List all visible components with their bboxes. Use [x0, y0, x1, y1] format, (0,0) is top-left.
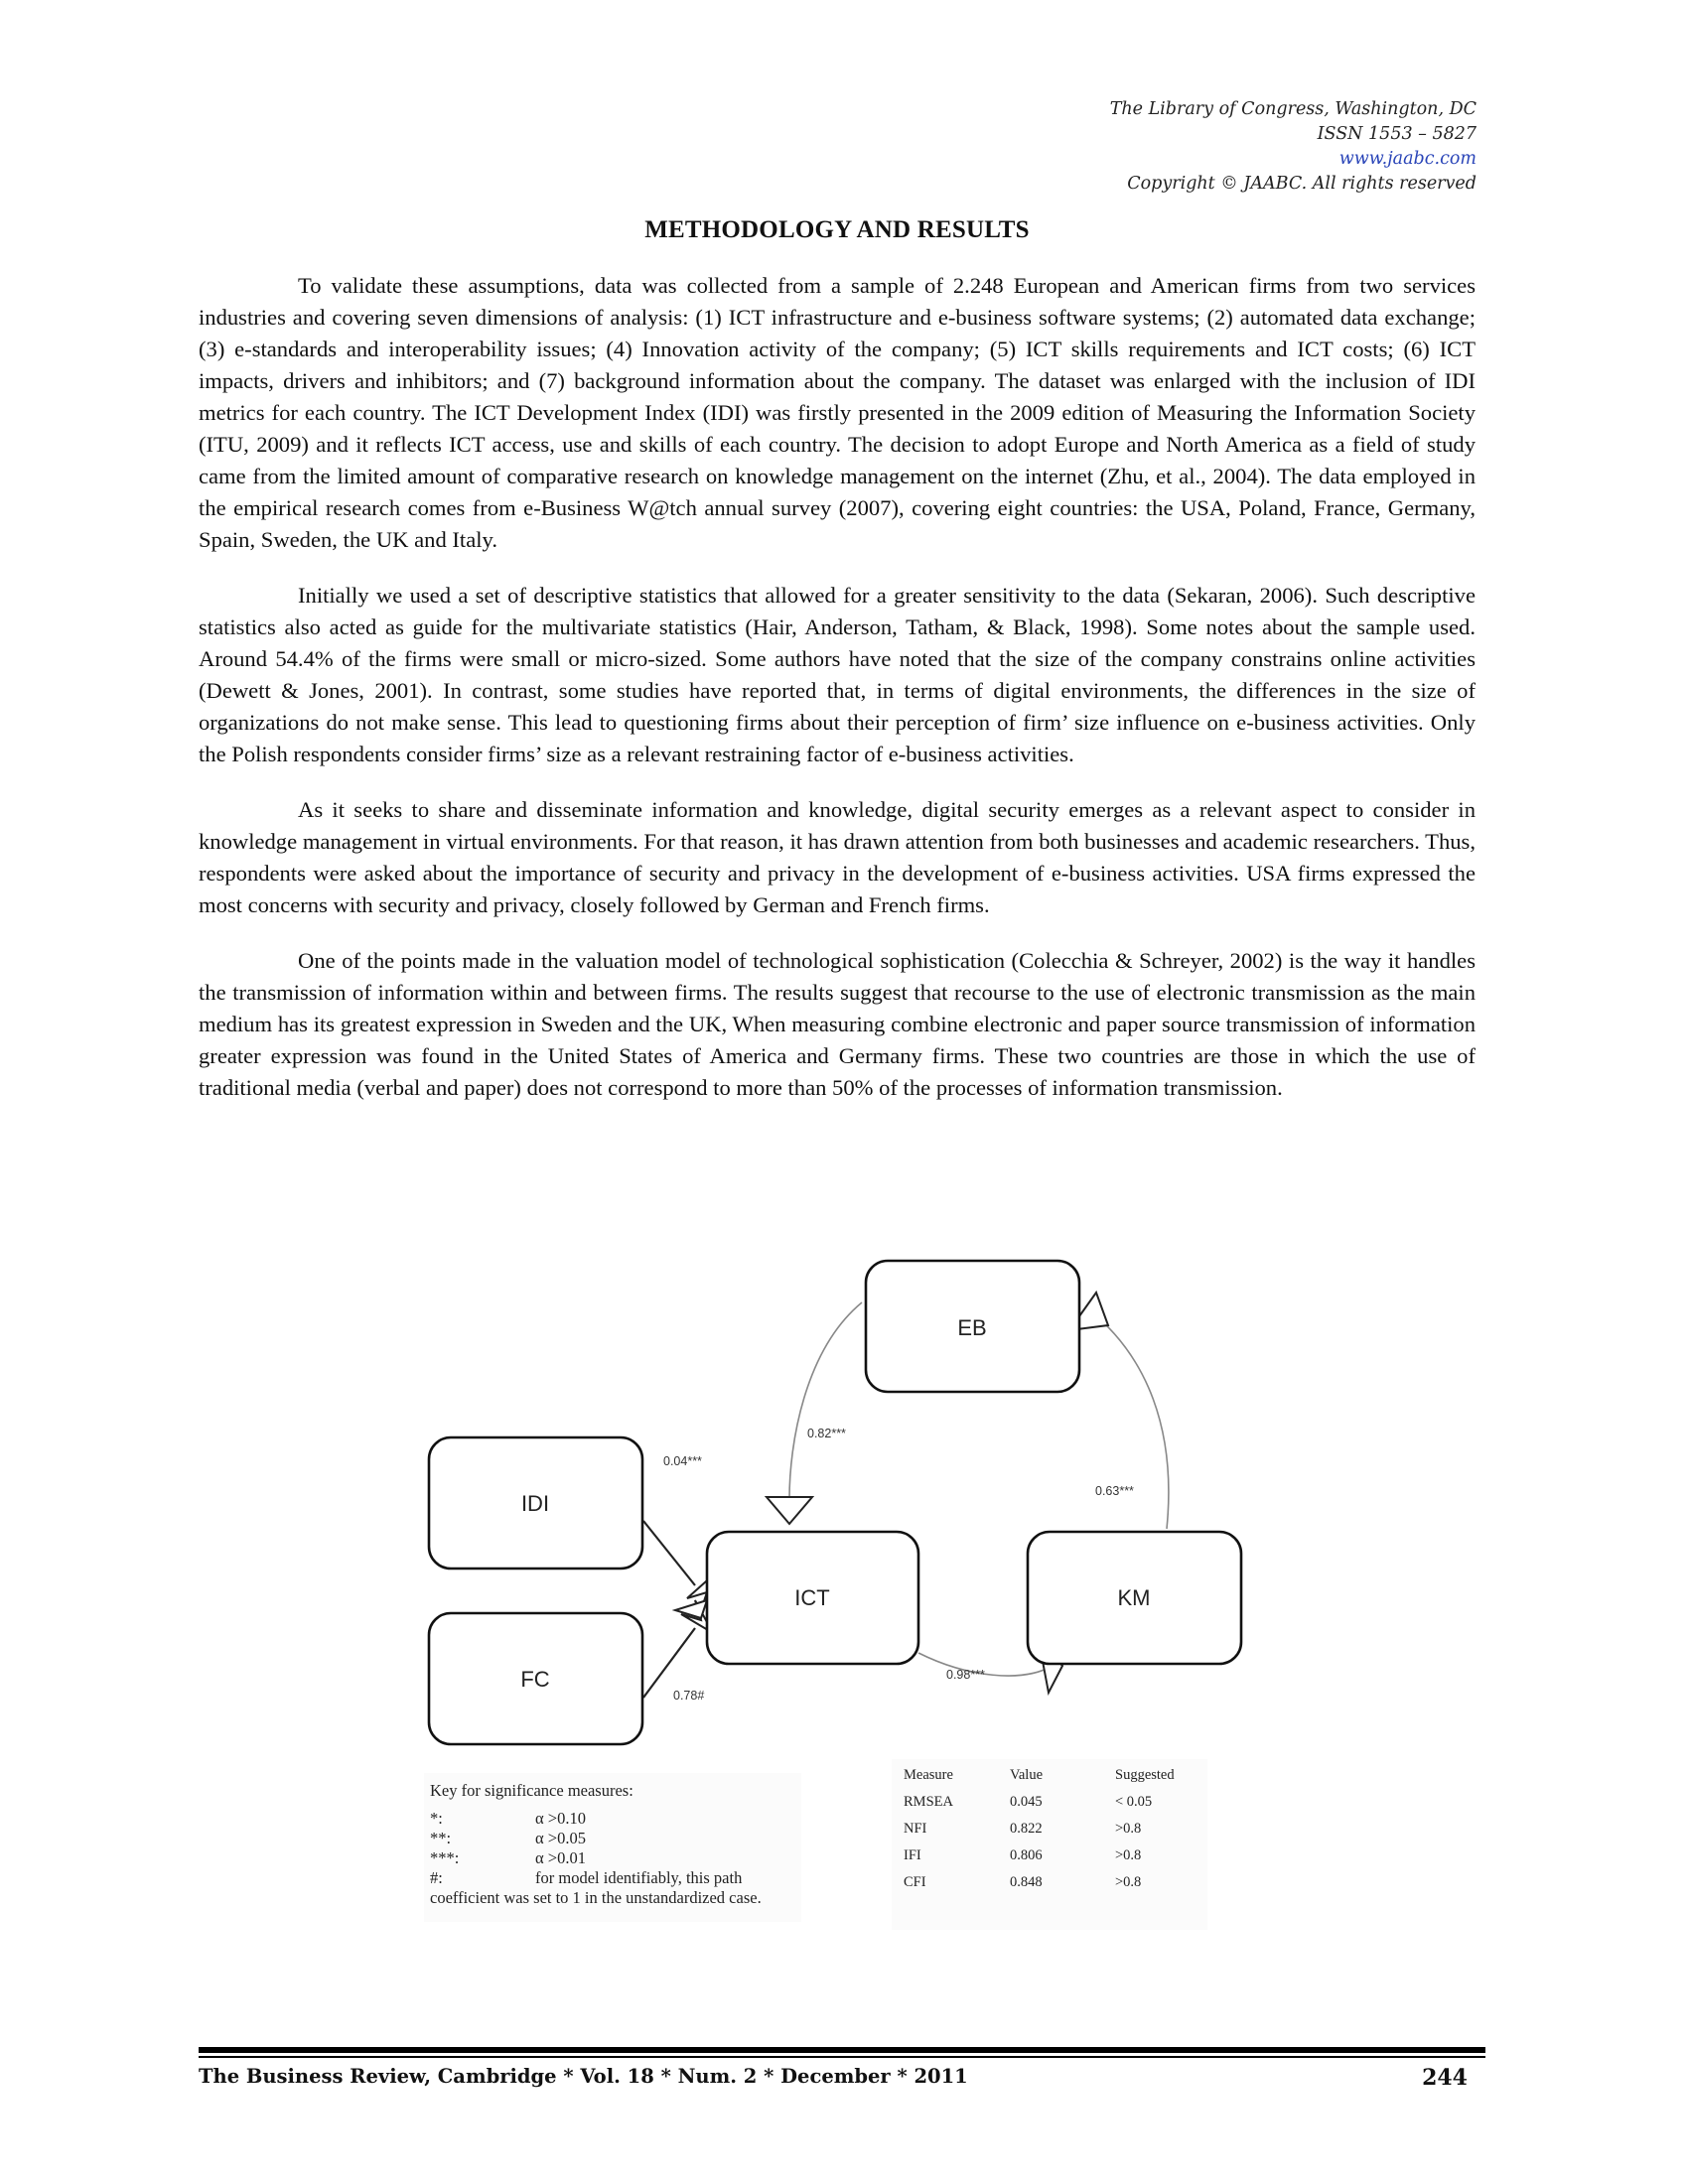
key-row	[424, 1868, 801, 1888]
column-header: Suggested	[1115, 1767, 1175, 1783]
table-cell: NFI	[904, 1821, 927, 1837]
table-header-row	[904, 1767, 1175, 1794]
coef-fc-ict: 0.78#	[673, 1689, 705, 1703]
key-symbol: **:	[430, 1829, 452, 1847]
coef-km-eb: 0.63***	[1095, 1484, 1134, 1498]
header-line-issn: ISSN 1553 – 5827	[1317, 124, 1477, 144]
key-row	[424, 1809, 801, 1829]
key-description: α >0.10	[535, 1809, 586, 1828]
table-cell: 0.848	[1010, 1874, 1043, 1890]
paragraph: To validate these assumptions, data was collected from a sample of 2.248 European and American firms from two services industries and covering seven dimensions of analysis: (1) ICT infrastructure and e-business software systems; (2) automated data exchange; (3) e-standards and interoperability issues; (4) Innovation activity of the company; (5) ICT skills requirements and ICT costs; (6) ICT impacts, drivers and inhibitors; and (7) background information about the company. The dataset was enlarged with the inclusion of IDI metrics for each country. The ICT Development Index (IDI) was firstly presented in the 2009 edition of Measuring the Information Society (ITU, 2009) and it reflects ICT access, use and skills of each country. The decision to adopt Europe and North America as a field of study came from the limited amount of comparative research on knowledge management on the internet (Zhu, et al., 2004). The data employed in the empirical research comes from e-Business W@tch annual survey (2007), covering eight countries: the USA, Poland, France, Germany, Spain, Sweden, the UK and Italy.	[199, 273, 1476, 552]
coef-ict-km: 0.98***	[946, 1668, 985, 1682]
key-description: α >0.05	[535, 1829, 586, 1847]
table-cell: 0.822	[1010, 1821, 1043, 1837]
header-line-library: The Library of Congress, Washington, DC	[1109, 99, 1477, 119]
paragraph: As it seeks to share and disseminate information and knowledge, digital security emerges as a relevant aspect to consider in knowledge management in virtual environments. For that reason, it has drawn attention from both businesses and academic researchers. Thus, respondents were asked about the importance of security and privacy in the development of e-business activities. USA firms expressed the most concerns with security and privacy, closely followed by German and French firms.	[199, 797, 1476, 917]
table-cell: >0.8	[1115, 1821, 1142, 1837]
key-description: α >0.01	[535, 1848, 586, 1867]
key-title: Key for significance measures:	[430, 1781, 633, 1800]
table-row	[904, 1794, 1175, 1821]
coef-eb-ict: 0.82***	[807, 1427, 846, 1440]
paragraph: Initially we used a set of descriptive statistics that allowed for a greater sensitivity to the data (Sekaran, 2006). Such descriptive statistics also acted as guide for the multivariate statistics (Hair, Anderson, Tatham, & Black, 1998). Some notes about the sample used. Around 54.4% of the firms were small or micro-sized. Some authors have noted that the size of the company constrains online activities (Dewett & Jones, 2001). In contrast, some studies have reported that, in terms of digital environments, the differences in the size of organizations do not make sense. This lead to questioning firms about their perception of firm’ size influence on e-business activities. Only the Polish respondents consider firms’ size as a relevant restraining factor of e-business activities.	[199, 583, 1476, 766]
arrow-eb-to-ict	[789, 1302, 862, 1499]
footer-journal-citation: The Business Review, Cambridge * Vol. 18 * Num. 2 * December * 2011	[199, 2065, 968, 2088]
key-symbol: *:	[430, 1809, 443, 1828]
key-row	[424, 1848, 801, 1868]
table-cell: IFI	[904, 1847, 921, 1863]
page-number: 244	[1422, 2065, 1468, 2091]
key-row	[424, 1829, 801, 1848]
section-title: METHODOLOGY AND RESULTS	[644, 216, 1030, 243]
table-row	[904, 1874, 1175, 1901]
table-cell: CFI	[904, 1874, 926, 1890]
arrowhead-eb-ict	[767, 1497, 812, 1524]
key-continuation: coefficient was set to 1 in the unstandardized case.	[430, 1888, 762, 1907]
key-description: for model identifiably, this path	[535, 1868, 743, 1887]
fit-indices-table	[892, 1759, 1207, 1930]
arrowhead-center	[675, 1600, 707, 1618]
significance-key	[424, 1773, 801, 1922]
footer-rule-thin	[199, 2056, 1485, 2058]
table-cell: 0.806	[1010, 1847, 1043, 1863]
key-symbol: #:	[430, 1868, 443, 1887]
table-row	[904, 1847, 1175, 1874]
header-link-website[interactable]: www.jaabc.com	[1338, 149, 1477, 169]
column-header: Measure	[904, 1767, 953, 1783]
table-cell: >0.8	[1115, 1874, 1142, 1890]
table-row	[904, 1821, 1175, 1847]
node-fc-label: FC	[520, 1667, 550, 1692]
node-ict-label: ICT	[794, 1585, 830, 1610]
arrow-fc-to-ict	[643, 1628, 695, 1698]
table-cell: < 0.05	[1115, 1794, 1153, 1810]
arrow-idi-to-ict	[643, 1521, 695, 1585]
column-header: Value	[1010, 1767, 1044, 1783]
key-symbol: ***:	[430, 1848, 460, 1867]
table-cell: RMSEA	[904, 1794, 953, 1810]
paragraph: One of the points made in the valuation model of technological sophistication (Colecchia & Schreyer, 2002) is the way it handles the transmission of information within and between firms. The results suggest that recourse to the use of electronic transmission as the main medium has its greatest expression in Sweden and the UK, When measuring combine electronic and paper source transmission of information greater expression was found in the United States of America and Germany firms. These two countries are those in which the use of traditional media (verbal and paper) does not correspond to more than 50% of the processes of information transmission.	[199, 948, 1476, 1100]
table-cell: 0.045	[1010, 1794, 1043, 1810]
node-km-label: KM	[1117, 1585, 1151, 1610]
coef-idi-ict: 0.04***	[663, 1454, 702, 1468]
node-idi-label: IDI	[520, 1491, 550, 1516]
header-line-copyright: Copyright © JAABC. All rights reserved	[1127, 174, 1477, 194]
footer-rule-thick	[199, 2047, 1485, 2053]
node-eb-label: EB	[957, 1315, 987, 1340]
table-cell: >0.8	[1115, 1847, 1142, 1863]
